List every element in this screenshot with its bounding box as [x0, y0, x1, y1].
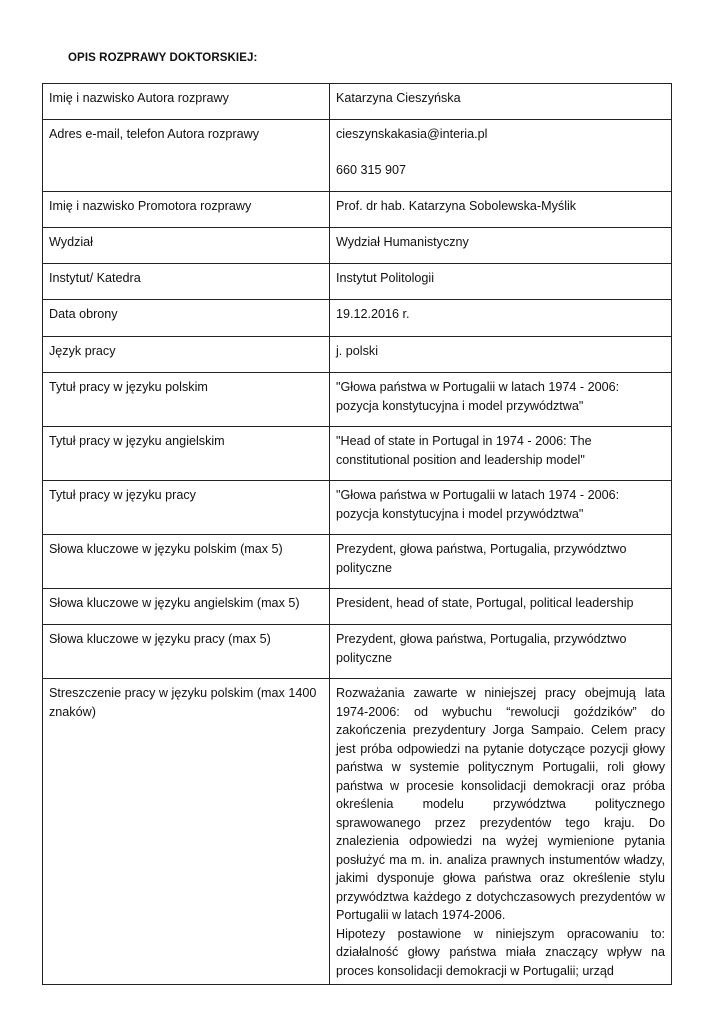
row-value: Prezydent, głowa państwa, Portugalia, przywództwo polityczne	[330, 625, 672, 679]
table-row	[43, 679, 672, 985]
row-value: Wydział Humanistyczny	[330, 228, 672, 264]
abstract-paragraph: Hipotezy postawione w niniejszym opracowaniu to: działalność głowy państwa miała znaczący wpływ na proces konsolidacji demokracji w Portugalii; urząd	[336, 926, 665, 978]
abstract-cell	[330, 679, 672, 985]
row-value: Instytut Politologii	[330, 264, 672, 300]
author-phone: 660 315 907	[336, 162, 407, 177]
table-row	[43, 120, 672, 192]
row-label: Imię i nazwisko Promotora rozprawy	[43, 192, 330, 228]
table-row	[43, 300, 672, 337]
row-value: "Głowa państwa w Portugalii w latach 1974 - 2006: pozycja konstytucyjna i model przywództwa"	[330, 481, 672, 535]
row-value: j. polski	[330, 337, 672, 373]
row-value: "Głowa państwa w Portugalii w latach 1974 - 2006: pozycja konstytucyjna i model przywództwa"	[330, 373, 672, 427]
author-email: cieszynskakasia@interia.pl	[336, 127, 488, 141]
row-label: Słowa kluczowe w języku polskim (max 5)	[43, 535, 330, 589]
row-value: 19.12.2016 r.	[330, 300, 672, 337]
table-row	[43, 589, 672, 625]
row-value: "Head of state in Portugal in 1974 - 2006: The constitutional position and leadership model"	[330, 427, 672, 481]
table-row	[43, 625, 672, 679]
table-row	[43, 228, 672, 264]
table-row	[43, 427, 672, 481]
table-row	[43, 373, 672, 427]
row-label: Data obrony	[43, 300, 330, 337]
row-label: Streszczenie pracy w języku polskim (max 1400 znaków)	[43, 679, 330, 985]
table-row	[43, 264, 672, 300]
contact-cell	[330, 120, 672, 192]
row-label: Tytuł pracy w języku polskim	[43, 373, 330, 427]
table-row	[43, 337, 672, 373]
row-value: Katarzyna Cieszyńska	[330, 84, 672, 120]
page-title: OPIS ROZPRAWY DOKTORSKIEJ:	[68, 52, 258, 64]
row-label: Imię i nazwisko Autora rozprawy	[43, 84, 330, 120]
table-row	[43, 84, 672, 120]
row-label: Wydział	[43, 228, 330, 264]
row-label: Tytuł pracy w języku pracy	[43, 481, 330, 535]
row-label: Tytuł pracy w języku angielskim	[43, 427, 330, 481]
table-row	[43, 535, 672, 589]
table-row	[43, 192, 672, 228]
row-label: Instytut/ Katedra	[43, 264, 330, 300]
row-label: Adres e-mail, telefon Autora rozprawy	[43, 120, 330, 192]
abstract-paragraph: Rozważania zawarte w niniejszej pracy obejmują lata 1974-2006: od wybuchu “rewolucji goździków” do zakończenia prezydentury Jorga Sampaio. Celem pracy jest próba odpowiedzi na pytanie dotyczące pozycji głowy państwa w systemie politycznym Portugalii, roli głowy państwa w procesie konsolidacji demokracji oraz próba określenia modelu przywództwa politycznego sprawowanego przez prezydentów tego kraju. Do znalezienia odpowiedzi na wyżej wymienione pytania posłużyć ma m. in. analiza prawnych instumentów władzy, jakimi dysponuje głowa państwa oraz określenie stylu przywództwa każdego z dotychczasowych prezydentów w Portugalii w latach 1974-2006.	[336, 686, 665, 922]
row-value: President, head of state, Portugal, political leadership	[330, 589, 672, 625]
table-row	[43, 481, 672, 535]
row-label: Słowa kluczowe w języku angielskim (max 5)	[43, 589, 330, 625]
row-label: Język pracy	[43, 337, 330, 373]
row-value: Prof. dr hab. Katarzyna Sobolewska-Myślik	[330, 192, 672, 228]
row-value: Prezydent, głowa państwa, Portugalia, przywództwo polityczne	[330, 535, 672, 589]
dissertation-info-table	[42, 83, 672, 985]
row-label: Słowa kluczowe w języku pracy (max 5)	[43, 625, 330, 679]
